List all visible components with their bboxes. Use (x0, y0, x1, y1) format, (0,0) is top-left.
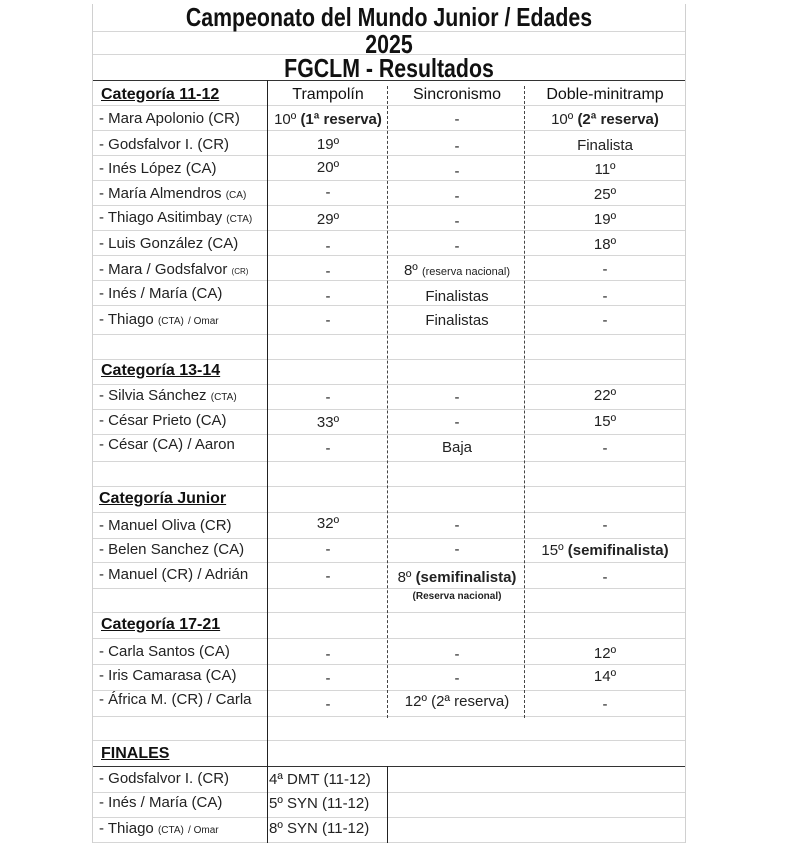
finalist-name: - Inés / María (CA) (99, 794, 223, 811)
result-trampolin: - (325, 696, 331, 713)
result-trampolin: - (325, 568, 331, 585)
grid-line (93, 230, 685, 231)
result-sincronismo: Finalistas (425, 312, 489, 329)
result-sincronismo: - (454, 111, 460, 128)
athlete-name: - Thiago Asitimbay (CTA) (99, 209, 253, 226)
athlete-name: - Inés / María (CA) (99, 285, 223, 302)
result-trampolin: 29º (316, 211, 340, 228)
category-17-21: Categoría 17-21 (101, 616, 221, 633)
result-trampolin: - (325, 440, 331, 457)
result-trampolin: - (325, 646, 331, 663)
result-doble: 22º (593, 387, 617, 404)
finales-heading: FINALES (101, 745, 170, 762)
athlete-name: - Mara Apolonio (CR) (99, 110, 240, 127)
grid-line (93, 359, 685, 360)
result-doble: 15º (593, 413, 617, 430)
grid-line (93, 130, 685, 131)
grid-line (93, 486, 685, 487)
finalist-name: - Thiago (CTA) / Omar (99, 820, 219, 837)
grid-line (93, 205, 685, 206)
finalist-result: 8º SYN (11-12) (269, 820, 370, 837)
result-doble: - (602, 312, 608, 329)
result-trampolin: - (325, 288, 331, 305)
result-doble: - (602, 569, 608, 586)
result-sincronismo: 8º (semifinalista) (397, 569, 517, 586)
result-doble: 19º (593, 211, 617, 228)
result-doble: 12º (593, 645, 617, 662)
doc-subtitle: FGCLM - Resultados (284, 53, 494, 83)
category-11-12: Categoría 11-12 (101, 86, 220, 103)
athlete-name: - Iris Camarasa (CA) (99, 667, 237, 684)
result-doble: 11º (594, 161, 616, 178)
athlete-name: - África M. (CR) / Carla (99, 691, 252, 708)
result-sincronismo: - (454, 517, 460, 534)
grid-line (93, 512, 685, 513)
result-trampolin: - (325, 184, 331, 201)
result-doble: 15º (semifinalista) (541, 542, 669, 559)
grid-line (93, 588, 685, 589)
result-trampolin: - (325, 389, 331, 406)
result-doble: - (602, 261, 608, 278)
result-sincronismo: 8º (reserva nacional) (403, 262, 511, 279)
result-doble: 18º (593, 236, 617, 253)
grid-line (93, 716, 685, 717)
doc-title: Campeonato del Mundo Junior / Edades (185, 2, 593, 32)
grid-line (93, 538, 685, 539)
athlete-name: - Manuel Oliva (CR) (99, 517, 232, 534)
result-trampolin: 10º (1ª reserva) (274, 111, 382, 128)
result-sincronismo: - (454, 238, 460, 255)
doc-year: 2025 (365, 29, 413, 59)
athlete-name: - Inés López (CA) (99, 160, 217, 177)
grid-line (93, 334, 685, 335)
result-trampolin: 32º (316, 515, 340, 532)
grid-line (93, 255, 685, 256)
result-doble: - (602, 696, 608, 713)
grid-line (93, 155, 685, 156)
athlete-name: - Manuel (CR) / Adrián (99, 566, 249, 583)
grid-line (93, 434, 685, 435)
header-trampolin: Trampolín (292, 86, 364, 103)
category-junior: Categoría Junior (99, 490, 227, 507)
result-sincronismo: - (454, 646, 460, 663)
grid-line (93, 638, 685, 639)
grid-line (93, 180, 685, 181)
athlete-name: - Mara / Godsfalvor (CR) (99, 261, 249, 278)
grid-line (93, 280, 685, 281)
result-trampolin: - (325, 670, 331, 687)
grid-line (93, 740, 685, 741)
results-sheet (92, 4, 686, 843)
finalist-result: 4ª DMT (11-12) (269, 771, 371, 788)
result-sincronismo: - (454, 541, 460, 558)
athlete-name: - María Almendros (CA) (99, 185, 247, 202)
result-sincronismo: 12º (2ª reserva) (404, 693, 510, 710)
result-sincronismo-note: (Reserva nacional) (412, 591, 502, 602)
result-doble: - (602, 517, 608, 534)
grid-line (93, 664, 685, 665)
grid-line (93, 409, 685, 410)
athlete-name: - Carla Santos (CA) (99, 643, 230, 660)
result-doble: 14º (593, 668, 617, 685)
result-sincronismo: - (454, 138, 460, 155)
grid-line (93, 105, 685, 106)
grid-line (93, 792, 685, 793)
result-sincronismo: - (454, 389, 460, 406)
athlete-name: - Belen Sanchez (CA) (99, 541, 245, 558)
finalist-result: 5º SYN (11-12) (269, 795, 370, 812)
header-doble-minitramp: Doble-minitramp (546, 86, 664, 103)
grid-line (93, 817, 685, 818)
athlete-name: - Luis González (CA) (99, 235, 239, 252)
result-doble: 25º (593, 186, 617, 203)
result-trampolin: 33º (316, 414, 340, 431)
result-sincronismo: Baja (441, 439, 473, 456)
result-sincronismo: - (454, 213, 460, 230)
finales-divider (387, 766, 388, 843)
result-sincronismo: - (454, 163, 460, 180)
athlete-name: - Thiago (CTA) / Omar (99, 311, 219, 328)
category-13-14: Categoría 13-14 (101, 362, 221, 379)
finales-rule (93, 766, 685, 767)
grid-line (93, 384, 685, 385)
result-trampolin: - (325, 238, 331, 255)
header-sincronismo: Sincronismo (412, 86, 502, 103)
athlete-name: - Silvia Sánchez (CTA) (99, 387, 237, 404)
result-doble: - (602, 288, 608, 305)
result-trampolin: 20º (316, 159, 340, 176)
result-sincronismo: - (454, 188, 460, 205)
result-doble: - (602, 440, 608, 457)
finalist-name: - Godsfalvor I. (CR) (99, 770, 230, 787)
athlete-name: - César Prieto (CA) (99, 412, 227, 429)
result-doble: Finalista (577, 137, 633, 154)
result-trampolin: - (325, 263, 331, 280)
grid-line (93, 461, 685, 462)
grid-line (93, 305, 685, 306)
grid-line (93, 562, 685, 563)
result-sincronismo: - (454, 414, 460, 431)
result-sincronismo: Finalistas (425, 288, 489, 305)
result-trampolin: - (325, 312, 331, 329)
result-doble: 10º (2ª reserva) (551, 111, 659, 128)
athlete-name: - Godsfalvor I. (CR) (99, 136, 230, 153)
athlete-name: - César (CA) / Aaron (99, 436, 235, 453)
result-trampolin: 19º (316, 136, 340, 153)
result-trampolin: - (325, 541, 331, 558)
result-sincronismo: - (454, 670, 460, 687)
grid-line (93, 612, 685, 613)
